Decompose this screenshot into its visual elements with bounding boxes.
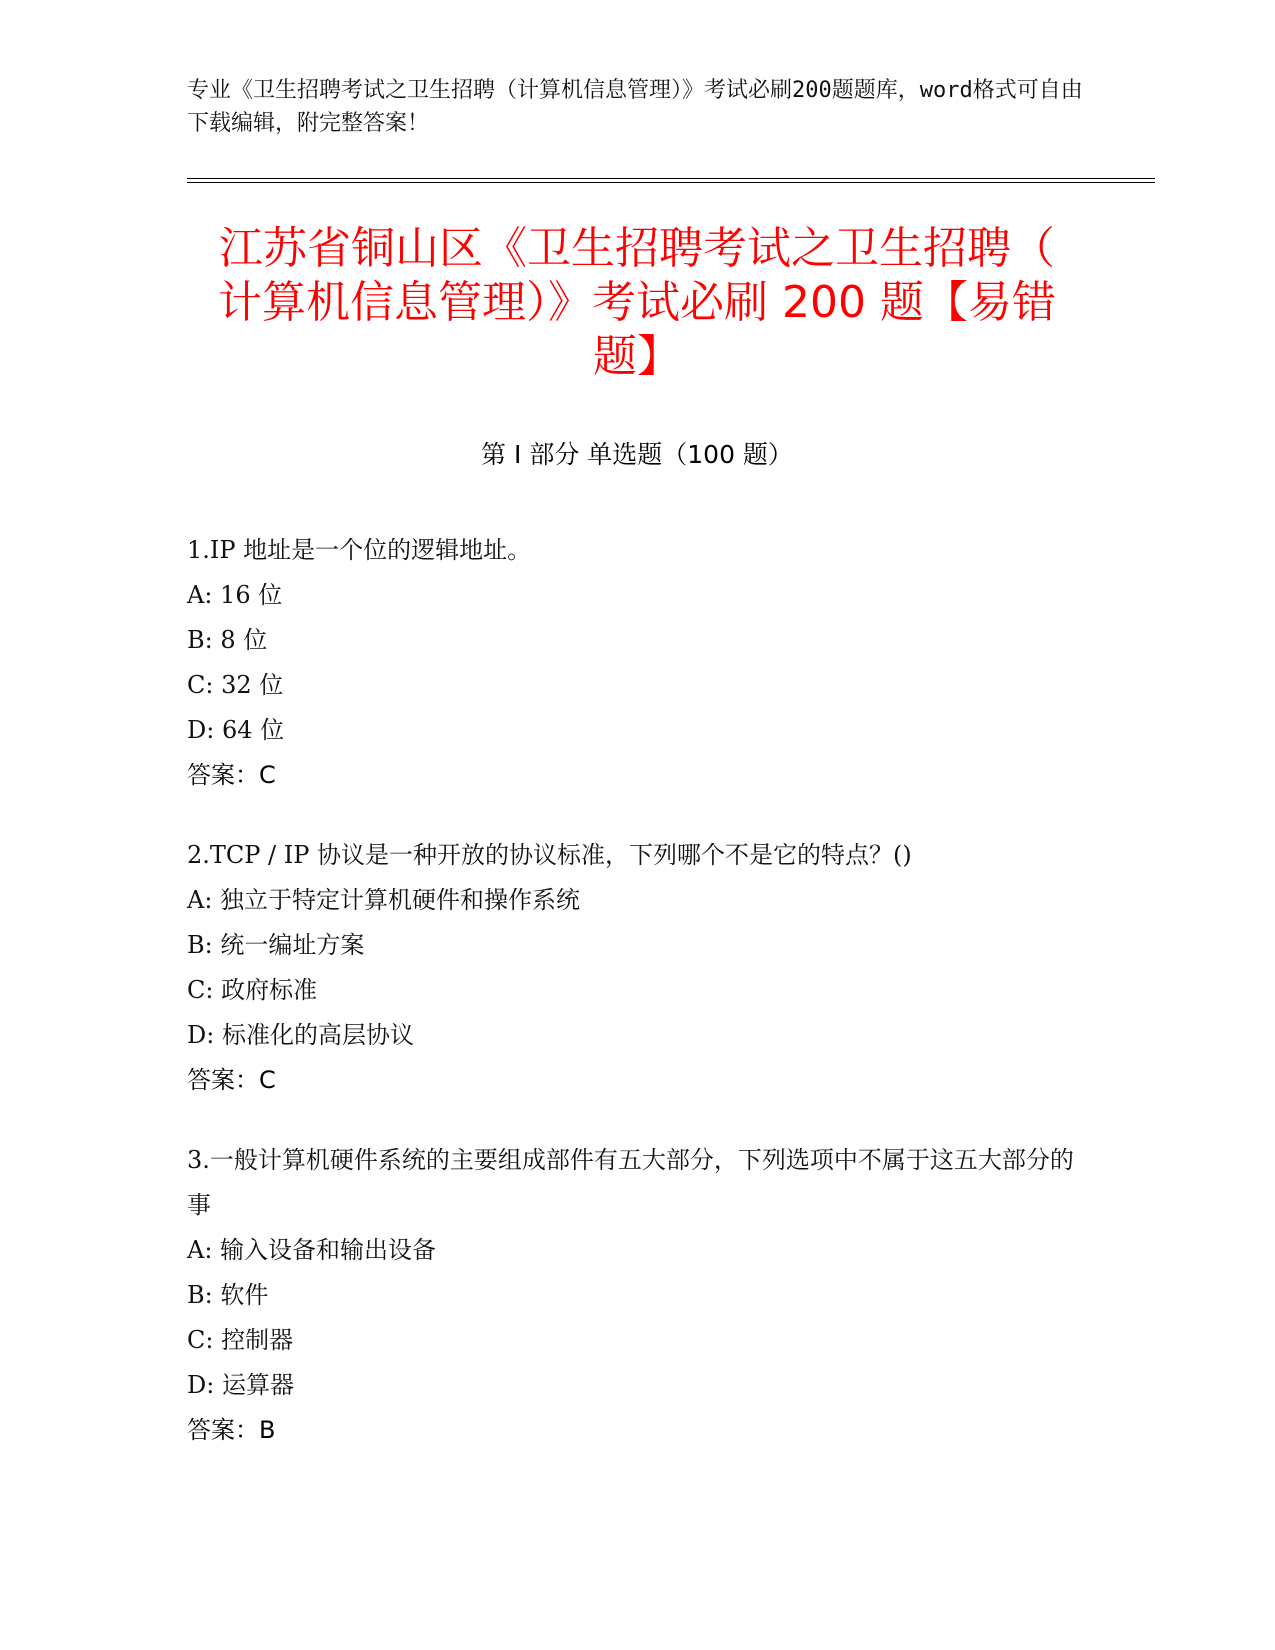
option-d: D: 标准化的高层协议 (187, 1021, 414, 1049)
option-c: C: 32 位 (187, 671, 284, 699)
title-line-3: 题】 (593, 331, 681, 382)
option-a: A: 输入设备和输出设备 (187, 1236, 437, 1264)
question-list (187, 528, 1087, 1488)
option-b: B: 软件 (187, 1281, 269, 1309)
document-title (187, 222, 1087, 384)
question-3 (187, 1138, 1087, 1453)
option-d: D: 64 位 (187, 716, 285, 744)
header-note: 专业《卫生招聘考试之卫生招聘（计算机信息管理）》考试必刷200题题库，word格式可自由下载编辑，附完整答案！ (187, 78, 1083, 136)
question-stem: 2.TCP / IP 协议是一种开放的协议标准，下列哪个不是它的特点？() (187, 841, 912, 869)
answer: 答案：C (187, 761, 276, 789)
title-line-1: 江苏省铜山区《卫生招聘考试之卫生招聘（ (219, 223, 1055, 274)
title-line-2: 计算机信息管理）》考试必刷 200 题【易错 (218, 277, 1056, 328)
option-c: C: 政府标准 (187, 976, 318, 1004)
question-stem: 1.IP 地址是一个位的逻辑地址。 (187, 536, 532, 564)
section-heading: 第 I 部分 单选题（100 题） (481, 440, 793, 469)
question-2 (187, 833, 1087, 1103)
option-a: A: 16 位 (187, 581, 283, 609)
option-b: B: 统一编址方案 (187, 931, 365, 959)
option-b: B: 8 位 (187, 626, 268, 654)
answer: 答案：B (187, 1416, 276, 1444)
question-stem: 3.一般计算机硬件系统的主要组成部件有五大部分，下列选项中不属于这五大部分的事 (187, 1146, 1074, 1219)
header-divider (187, 178, 1155, 183)
answer: 答案：C (187, 1066, 276, 1094)
option-c: C: 控制器 (187, 1326, 294, 1354)
option-d: D: 运算器 (187, 1371, 294, 1399)
option-a: A: 独立于特定计算机硬件和操作系统 (187, 886, 581, 914)
question-1 (187, 528, 1087, 798)
